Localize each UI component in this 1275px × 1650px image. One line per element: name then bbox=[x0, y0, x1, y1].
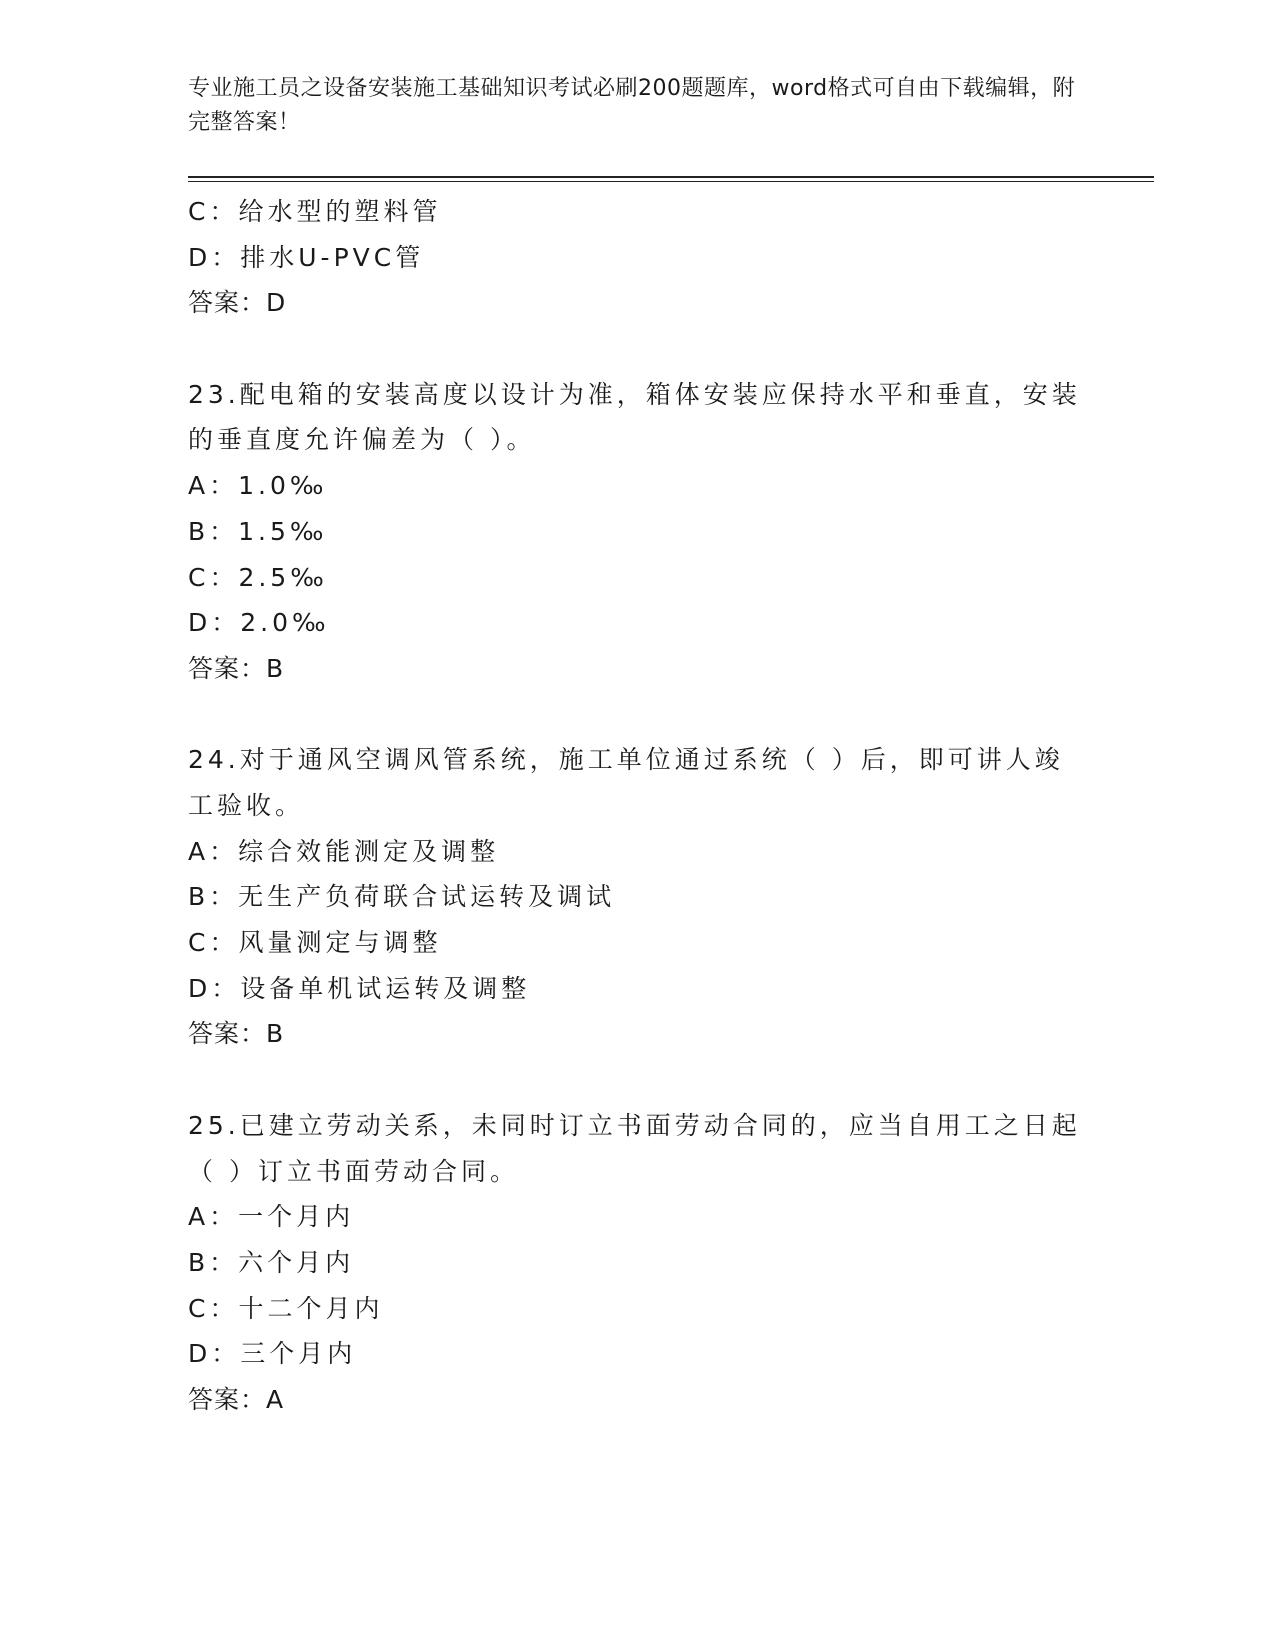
answer-line: 答案：A bbox=[188, 1384, 285, 1414]
spacer bbox=[188, 1057, 1088, 1103]
question-stem-24: 24.对于通风空调风管系统，施工单位通过系统（ ）后，即可讲人竣工验收。 bbox=[188, 745, 1064, 820]
option-c: C：十二个月内 bbox=[188, 1293, 384, 1323]
option-d: D：设备单机试运转及调整 bbox=[188, 973, 531, 1003]
option-b: B：1.5‰ bbox=[188, 516, 328, 546]
spacer bbox=[188, 692, 1088, 738]
document-header: 专业施工员之设备安装施工基础知识考试必刷200题题库，word格式可自由下载编辑，附完整答案！ bbox=[188, 76, 1076, 135]
answer-line: 答案：D bbox=[188, 288, 287, 318]
option-d: D：排水U-PVC管 bbox=[188, 242, 425, 272]
question-list bbox=[188, 189, 1088, 1423]
option-d: D：2.0‰ bbox=[188, 608, 330, 638]
question-stem-25: 25.已建立劳动关系，未同时订立书面劳动合同的，应当自用工之日起（ ）订立书面劳动合同。 bbox=[188, 1110, 1081, 1186]
option-a: A：一个月内 bbox=[188, 1202, 355, 1232]
question-stem-23: 23.配电箱的安装高度以设计为准，箱体安装应保持水平和垂直，安装的垂直度允许偏差为（ ）。 bbox=[188, 379, 1081, 455]
option-c: C：2.5‰ bbox=[188, 562, 328, 592]
option-b: B：六个月内 bbox=[188, 1247, 355, 1277]
option-a: A：1.0‰ bbox=[188, 471, 328, 501]
option-d: D：三个月内 bbox=[188, 1339, 357, 1369]
option-b: B：无生产负荷联合试运转及调试 bbox=[188, 882, 616, 912]
option-c: C：给水型的塑料管 bbox=[188, 197, 442, 226]
answer-line: 答案：B bbox=[188, 1019, 285, 1049]
answer-line: 答案：B bbox=[188, 653, 285, 683]
spacer bbox=[188, 326, 1088, 372]
header-rule-thick bbox=[188, 176, 1154, 178]
header-rule-thin bbox=[188, 181, 1154, 182]
option-c: C：风量测定与调整 bbox=[188, 928, 442, 958]
option-a: A：综合效能测定及调整 bbox=[188, 836, 500, 866]
